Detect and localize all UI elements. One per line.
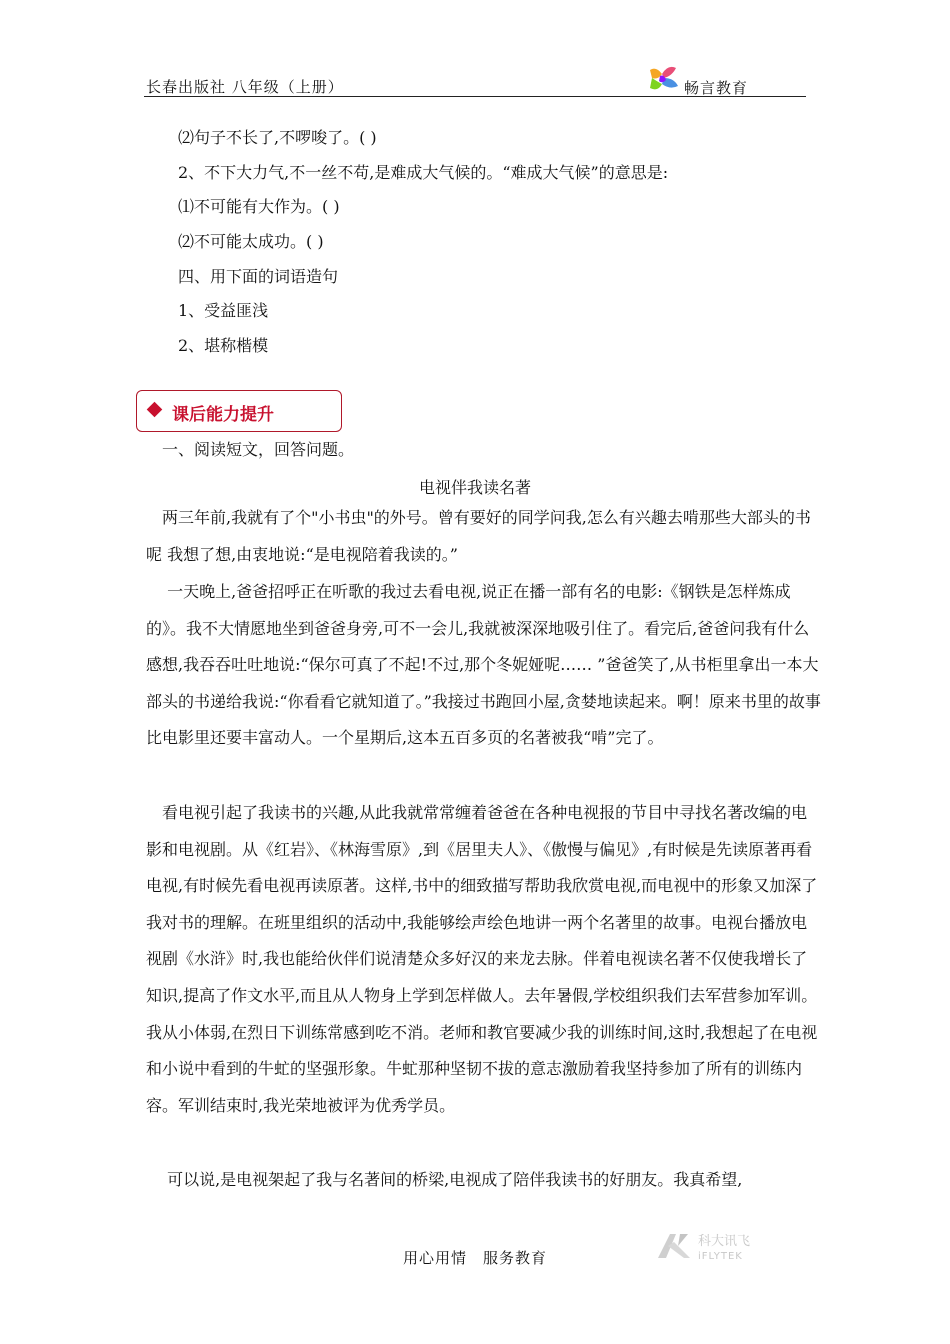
- header-publisher: 长春出版社 八年级（上册）: [146, 78, 344, 96]
- paragraph-text: 两三年前,我就有了个"小书虫"的外号。曾有要好的同学问我,怎么有兴趣去啃那些大部头的书呢 我想了想,由衷地说:“是电视陪着我读的。”: [146, 508, 811, 564]
- header-divider: [144, 96, 806, 97]
- exercise-line: 2、不下大力气,不一丝不苟,是难成大气候的。“难成大气候”的意思是:: [178, 163, 669, 182]
- footer-slogan: 用心用情 服务教育: [402, 1249, 547, 1267]
- article-paragraph-1: [146, 500, 822, 573]
- article-paragraph-2: [146, 574, 822, 757]
- exercise-line: 2、堪称楷模: [178, 336, 269, 355]
- article-title: 电视伴我读名著: [418, 478, 531, 497]
- section-title: 课后能力提升: [172, 405, 274, 425]
- exercise-line: ⑵句子不长了,不啰唆了。( ): [178, 128, 377, 147]
- exercise-line: 1、受益匪浅: [178, 301, 269, 320]
- article-paragraph-3: [146, 795, 822, 1124]
- exercise-line: ⑴不可能有大作为。( ): [178, 197, 340, 216]
- paragraph-text: 可以说,是电视架起了我与名著间的桥梁,电视成了陪伴我读书的好朋友。我真希望,: [146, 1170, 743, 1189]
- iflytek-logo-icon: [654, 1228, 794, 1264]
- exercise-line: ⑵不可能太成功。( ): [178, 232, 324, 251]
- iflytek-en-text: iFLYTEK: [698, 1251, 743, 1262]
- paragraph-text: 看电视引起了我读书的兴趣,从此我就常常缠着爸爸在各种电视报的节目中寻找名著改编的电影和电视剧。从《红岩》、《林海雪原》,到《居里夫人》、《傲慢与偏见》,有时候是先读原著再看电视,有时候先看电视再读原著。这样,书中的细致描写帮助我欣赏电视,而电视中的形象又加深了我对书的理解。在班里组织的活动中,我能够绘声绘色地讲一两个名著里的故事。电视台播放电视剧《水浒》时,我也能给伙伴们说清楚众多好汉的来龙去脉。伴着电视读名著不仅使我增长了知识,提高了作文水平,而且从人物身上学到怎样做人。去年暑假,学校组织我们去军营参加军训。我从小体弱,在烈日下训练常感到吃不消。老师和教官要减少我的训练时间,这时,我想起了在电视和小说中看到的牛虻的坚强形象。牛虻那种坚韧不拔的意志激励着我坚持参加了所有的训练内容。军训结束时,我光荣地被评为优秀学员。: [146, 803, 818, 1115]
- paragraph-text: 一天晚上,爸爸招呼正在听歌的我过去看电视,说正在播一部有名的电影:《钢铁是怎样炼成的》。我不大情愿地坐到爸爸身旁,可不一会儿,我就被深深地吸引住了。看完后,爸爸问我有什么感想,我吞吞吐吐地说:“保尔可真了不起!不过,那个冬妮娅呢…… ”爸爸笑了,从书柜里拿出一本大部头的书递给我说:“你看看它就知道了。”我接过书跑回小屋,贪婪地读起来。啊！原来书里的故事比电影里还要丰富动人。一个星期后,这本五百多页的名著被我“啃”完了。: [146, 582, 821, 748]
- article-paragraph-4: [146, 1162, 822, 1199]
- header-brand: 畅言教育: [684, 79, 749, 97]
- changyan-logo-icon: [646, 64, 682, 94]
- iflytek-cn-text: 科大讯飞: [698, 1234, 751, 1249]
- exercise-heading: 四、用下面的词语造句: [178, 267, 339, 286]
- reading-instruction: 一、阅读短文，回答问题。: [162, 440, 355, 459]
